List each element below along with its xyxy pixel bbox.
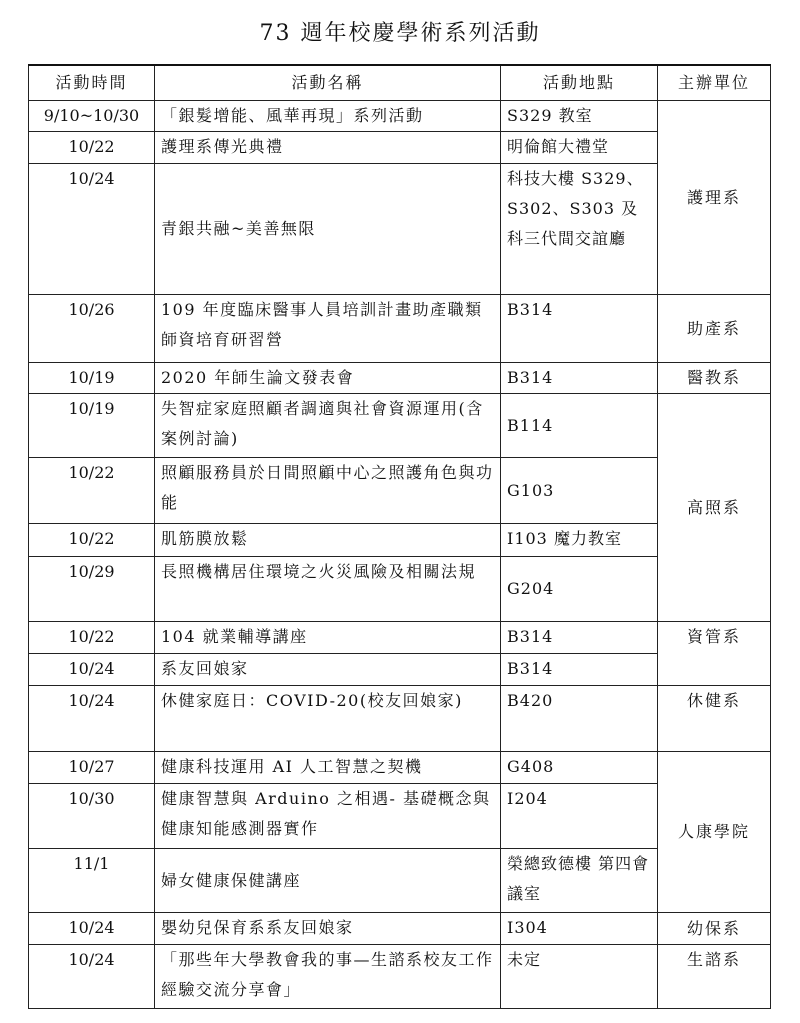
place-cell: 明倫館大禮堂 [501,132,658,164]
time-cell: 10/24 [29,654,155,686]
table-row [29,622,771,654]
column-header-time: 活動時間 [29,65,155,101]
unit-cell: 資管系 [658,622,771,686]
unit-cell: 生諮系 [658,945,771,1009]
place-cell: B114 [501,394,658,458]
time-cell: 10/26 [29,295,155,363]
name-cell: 104 就業輔導講座 [155,622,501,654]
time-cell: 10/22 [29,458,155,524]
name-cell: 健康科技運用 AI 人工智慧之契機 [155,752,501,784]
place-cell: S329 教室 [501,101,658,132]
time-cell: 10/22 [29,622,155,654]
unit-cell: 助產系 [658,295,771,363]
time-cell: 10/19 [29,363,155,394]
place-cell: 未定 [501,945,658,1009]
table-row [29,945,771,1009]
time-cell: 9/10~10/30 [29,101,155,132]
time-cell: 10/19 [29,394,155,458]
unit-cell: 高照系 [658,394,771,622]
time-cell: 10/30 [29,784,155,849]
time-cell: 10/22 [29,524,155,557]
time-cell: 11/1 [29,849,155,913]
name-cell: 青銀共融~美善無限 [155,164,501,295]
time-cell: 10/29 [29,557,155,622]
name-cell: 健康智慧與 Arduino 之相遇- 基礎概念與健康知能感測器實作 [155,784,501,849]
table-row [29,913,771,945]
name-cell: 嬰幼兒保育系系友回娘家 [155,913,501,945]
name-cell: 休健家庭日：COVID-20(校友回娘家) [155,686,501,752]
name-cell: 照顧服務員於日間照顧中心之照護角色與功能 [155,458,501,524]
time-cell: 10/27 [29,752,155,784]
time-cell: 10/24 [29,913,155,945]
place-cell: 榮總致德樓 第四會議室 [501,849,658,913]
place-cell: B314 [501,654,658,686]
place-cell: B420 [501,686,658,752]
place-cell: G103 [501,458,658,524]
table-row [29,752,771,784]
name-cell: 護理系傳光典禮 [155,132,501,164]
table-row [29,394,771,458]
place-cell: G408 [501,752,658,784]
table-row [29,686,771,752]
name-cell: 2020 年師生論文發表會 [155,363,501,394]
time-cell: 10/22 [29,132,155,164]
place-cell: I103 魔力教室 [501,524,658,557]
name-cell: 婦女健康保健講座 [155,849,501,913]
place-cell: 科技大樓 S329、S302、S303 及科三代間交誼廳 [501,164,658,295]
place-cell: G204 [501,557,658,622]
column-header-place: 活動地點 [501,65,658,101]
table-row [29,101,771,132]
name-cell: 「銀髮增能、風華再現」系列活動 [155,101,501,132]
place-cell: B314 [501,363,658,394]
name-cell: 系友回娘家 [155,654,501,686]
unit-cell: 護理系 [658,101,771,295]
activity-table [28,64,771,1009]
unit-cell: 休健系 [658,686,771,752]
name-cell: 109 年度臨床醫事人員培訓計畫助產職類師資培育研習營 [155,295,501,363]
name-cell: 失智症家庭照顧者調適與社會資源運用(含案例討論) [155,394,501,458]
place-cell: I304 [501,913,658,945]
place-cell: B314 [501,622,658,654]
time-cell: 10/24 [29,686,155,752]
table-row [29,295,771,363]
table-header-row [29,65,771,101]
unit-cell: 人康學院 [658,752,771,913]
unit-cell: 醫教系 [658,363,771,394]
name-cell: 肌筋膜放鬆 [155,524,501,557]
column-header-name: 活動名稱 [155,65,501,101]
unit-cell: 幼保系 [658,913,771,945]
table-row [29,363,771,394]
column-header-unit: 主辦單位 [658,65,771,101]
time-cell: 10/24 [29,164,155,295]
place-cell: B314 [501,295,658,363]
page-title: 73 週年校慶學術系列活動 [259,21,541,46]
name-cell: 「那些年大學教會我的事—生諮系校友工作經驗交流分享會」 [155,945,501,1009]
name-cell: 長照機構居住環境之火災風險及相關法規 [155,557,501,622]
place-cell: I204 [501,784,658,849]
time-cell: 10/24 [29,945,155,1009]
